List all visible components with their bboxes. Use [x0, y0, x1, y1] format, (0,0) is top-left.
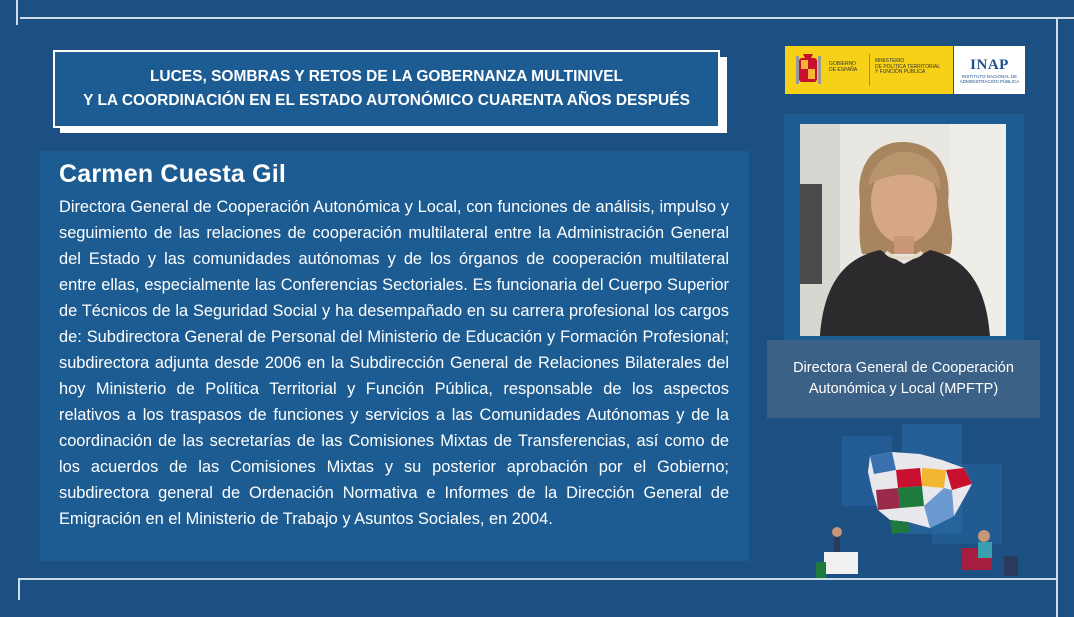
- speaker-bio: Directora General de Cooperación Autonómica y Local, con funciones de análisis, impulso y seguimiento de las relaciones de cooperación multilateral entre la Administración General del Estado y las comunidades autónomas y de los órganos de cooperación multilateral entre ellas, especialmente las Conferencias Sectoriales. Es funcionaria del Cuerpo Superior de Técnicos de la Seguridad Social y ha desempañado en su carrera profesional los cargos de: Subdirectora General de Personal del Ministerio de Educación y Formación Profesional; subdirectora adjunta desde 2006 en la Subdirección General de Relaciones Bilaterales del hoy Ministerio de Política Territorial y Función Pública, responsable de los aspectos relativos a los traspasos de funciones y servicios a las Comunidades Autónomas y de la coordinación de las secretarías de las Comisiones Mixtas de Transferencias, así como de los acuerdos de las Comisiones Mixtas y su posterior aprobación por el Gobierno; subdirectora general de Ordenación Normativa e Informes de la Dirección General de Emigración en el Ministerio de Trabajo y Asuntos Sociales, en 2004.: [59, 198, 729, 528]
- event-title: [53, 50, 720, 128]
- frame-corner-bottom: [18, 578, 20, 600]
- frame-line-bottom: [20, 578, 1056, 580]
- frame-line-top: [20, 17, 1074, 19]
- logo-divider: [869, 54, 870, 86]
- speaker-photo: [800, 124, 1006, 336]
- spain-coat-of-arms-icon: [789, 46, 829, 94]
- spain-map-illustration: [812, 424, 1024, 578]
- caption-line1: Directora General de Cooperación: [793, 360, 1014, 376]
- event-title-line1: LUCES, SOMBRAS Y RETOS DE LA GOBERNANZA MULTINIVEL: [149, 68, 624, 85]
- gobierno-text: GOBIERNO DE ESPAÑA: [829, 61, 858, 73]
- inap-subtitle: INSTITUTO NACIONAL DE ADMINISTRACIÓN PÚBLICA: [959, 73, 1020, 84]
- caption-line2: Autonómica y Local (MPFTP): [808, 381, 999, 397]
- frame-line-right: [1056, 17, 1058, 617]
- inap-logo: [953, 46, 1025, 94]
- institution-logos: [785, 46, 1025, 94]
- photo-caption: [767, 340, 1040, 418]
- frame-line-left: [16, 17, 18, 25]
- gobierno-logo: [785, 46, 953, 94]
- speaker-name: Carmen Cuesta Gil: [59, 160, 287, 188]
- event-title-line2: Y LA COORDINACIÓN EN EL ESTADO AUTONÓMICO CUARENTA AÑOS DESPUÉS: [83, 92, 690, 109]
- inap-wordmark: INAP: [970, 56, 1009, 73]
- ministerio-text: MINISTERIO DE POLÍTICA TERRITORIAL Y FUNCIÓN PÚBLICA: [875, 58, 941, 75]
